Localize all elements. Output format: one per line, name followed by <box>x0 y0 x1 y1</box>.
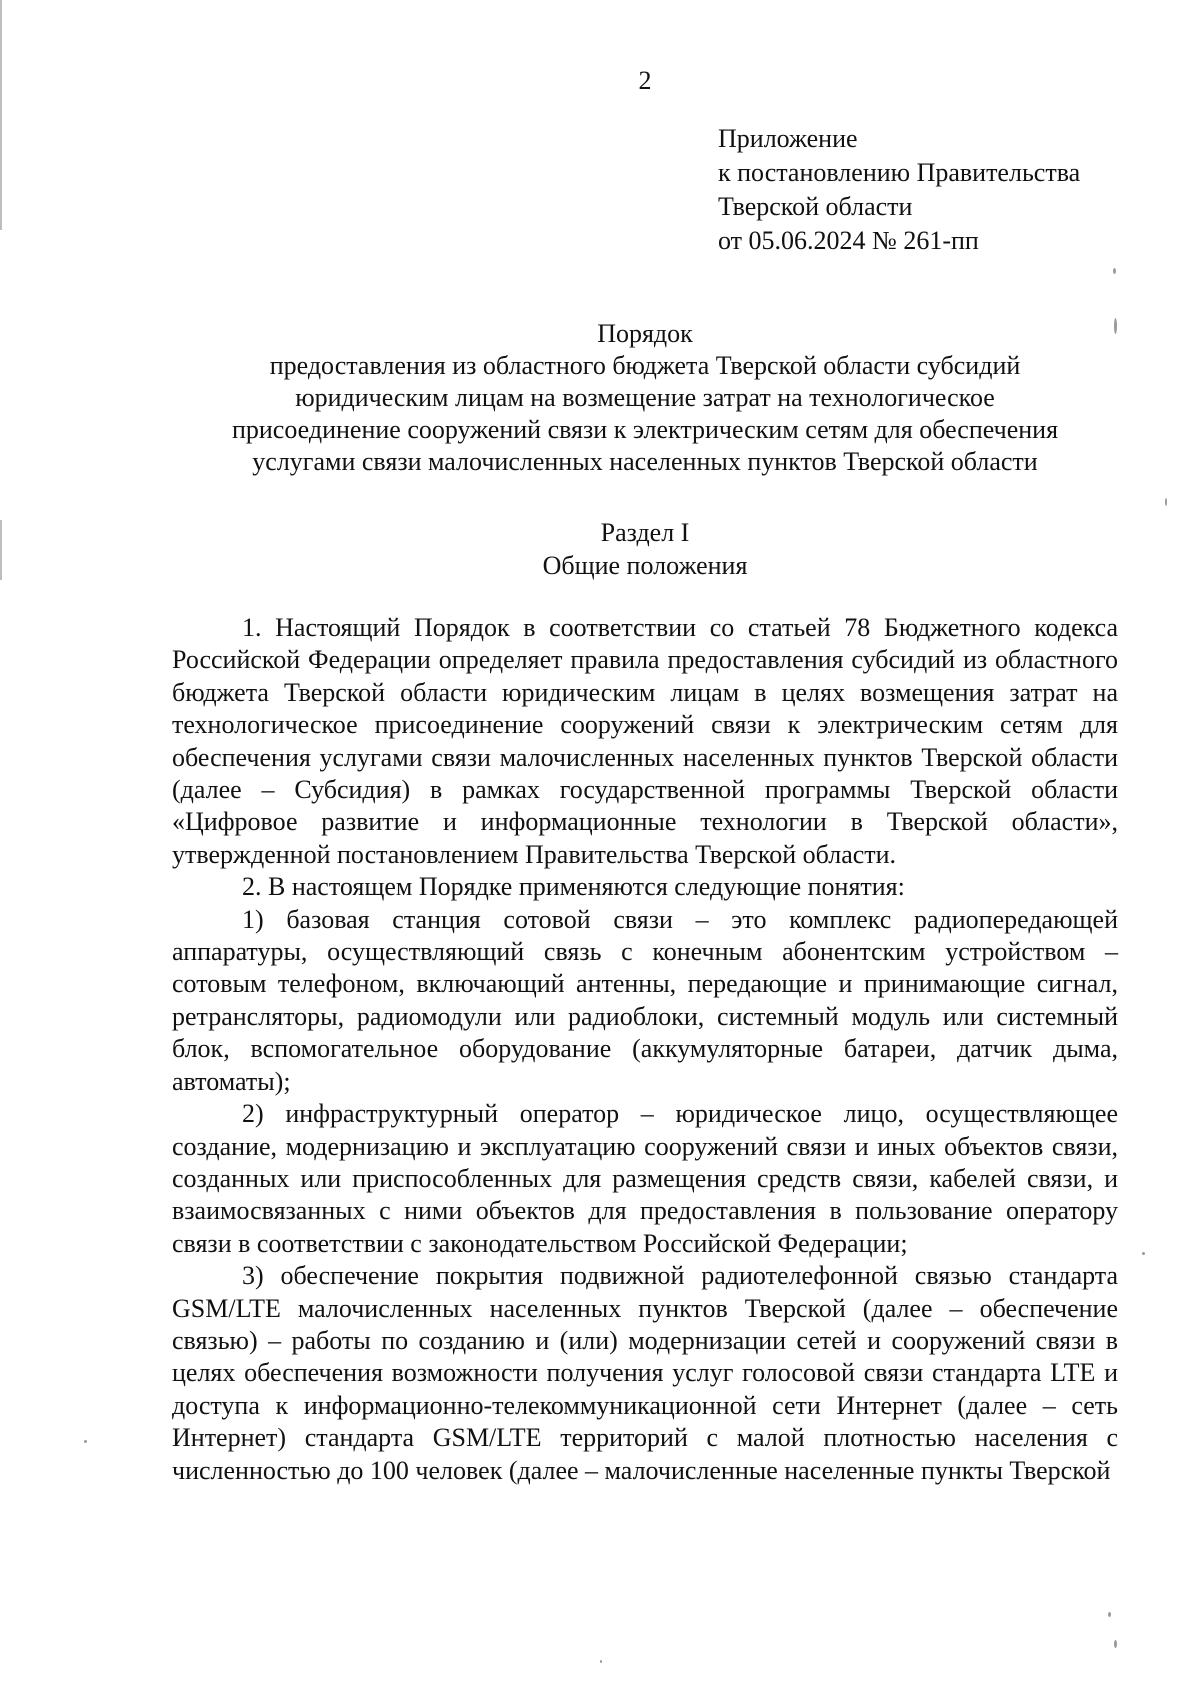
section-number: Раздел I <box>600 518 690 547</box>
paragraph: 1) базовая станция сотовой связи – это комплекс радиопередающей аппаратуры, осуществляющий связь с конечным абонентским устройством – сотовым телефоном, включающий антенны, передающие и принимающие сигнал, ретрансляторы, радиомодули или радиоблоки, системный модуль или системный блок, вспомогательное оборудование (аккумуляторные батареи, датчик дыма, автоматы); <box>172 904 1118 1096</box>
title-line: юридическим лицам на возмещение затрат на технологическое <box>295 383 995 412</box>
scan-speck <box>1114 318 1117 334</box>
page-number: 2 <box>638 66 652 95</box>
section-name: Общие положения <box>542 551 748 580</box>
document-body <box>172 612 1118 1487</box>
appendix-line: Приложение <box>718 124 858 153</box>
paragraph: 3) обеспечение покрытия подвижной радиотелефонной связью стандарта GSM/LTE малочисленных населенных пунктов Тверской (далее – обеспечение связью) – работы по созданию и (или) модернизации сетей и сооружений связи в целях обеспечения возможности получения услуг голосовой связи стандарта LTE и доступа к информационно-телекоммуникационной сети Интернет (далее – сеть Интернет) стандарта GSM/LTE территорий с малой плотностью населения с численностью до 100 человек (далее – малочисленные населенные пункты Тверской <box>172 1261 1118 1485</box>
title-line: услугами связи малочисленных населенных пунктов Тверской области <box>252 447 1038 476</box>
appendix-line: Тверской области <box>718 192 913 221</box>
scan-speck <box>1142 1252 1145 1255</box>
paragraph: 1. Настоящий Порядок в соответствии со статьей 78 Бюджетного кодекса Российской Федерации определяет правила предоставления субсидий из областного бюджета Тверской области юридическим лицам в целях возмещения затрат на технологическое присоединение сооружений связи к электрическим сетям для обеспечения услугами связи малочисленных населенных пунктов Тверской области (далее – Субсидия) в рамках государственной программы Тверской области «Цифровое развитие и информационные технологии в Тверской области», утвержденной постановлением Правительства Тверской области. <box>172 613 1118 869</box>
paragraph: 2) инфраструктурный оператор – юридическое лицо, осуществляющее создание, модернизацию и эксплуатацию сооружений связи и иных объектов связи, созданных или приспособленных для размещения средств связи, кабелей связи, и взаимосвязанных с ними объектов для предоставления в пользование оператору связи в соответствии с законодательством Российской Федерации; <box>172 1099 1118 1258</box>
section-heading <box>172 516 1118 582</box>
appendix-line: от 05.06.2024 № 261-пп <box>718 226 979 255</box>
title-heading: Порядок <box>597 319 693 348</box>
scan-speck <box>1114 1640 1117 1648</box>
document-title <box>172 318 1118 478</box>
appendix-line: к постановлению Правительства <box>718 158 1081 187</box>
scan-speck <box>84 1440 87 1443</box>
scan-speck <box>1108 1612 1111 1617</box>
scan-edge-line <box>0 0 2 230</box>
scan-speck <box>1113 268 1116 274</box>
scan-speck <box>1165 498 1167 506</box>
scan-speck <box>600 1660 602 1663</box>
title-line: предоставления из областного бюджета Тверской области субсидий <box>269 351 1021 380</box>
paragraph: 2. В настоящем Порядке применяются следующие понятия: <box>242 872 905 902</box>
appendix-header <box>718 122 1080 258</box>
scan-edge-line <box>0 520 2 580</box>
title-line: присоединение сооружений связи к электрическим сетям для обеспечения <box>231 415 1059 444</box>
